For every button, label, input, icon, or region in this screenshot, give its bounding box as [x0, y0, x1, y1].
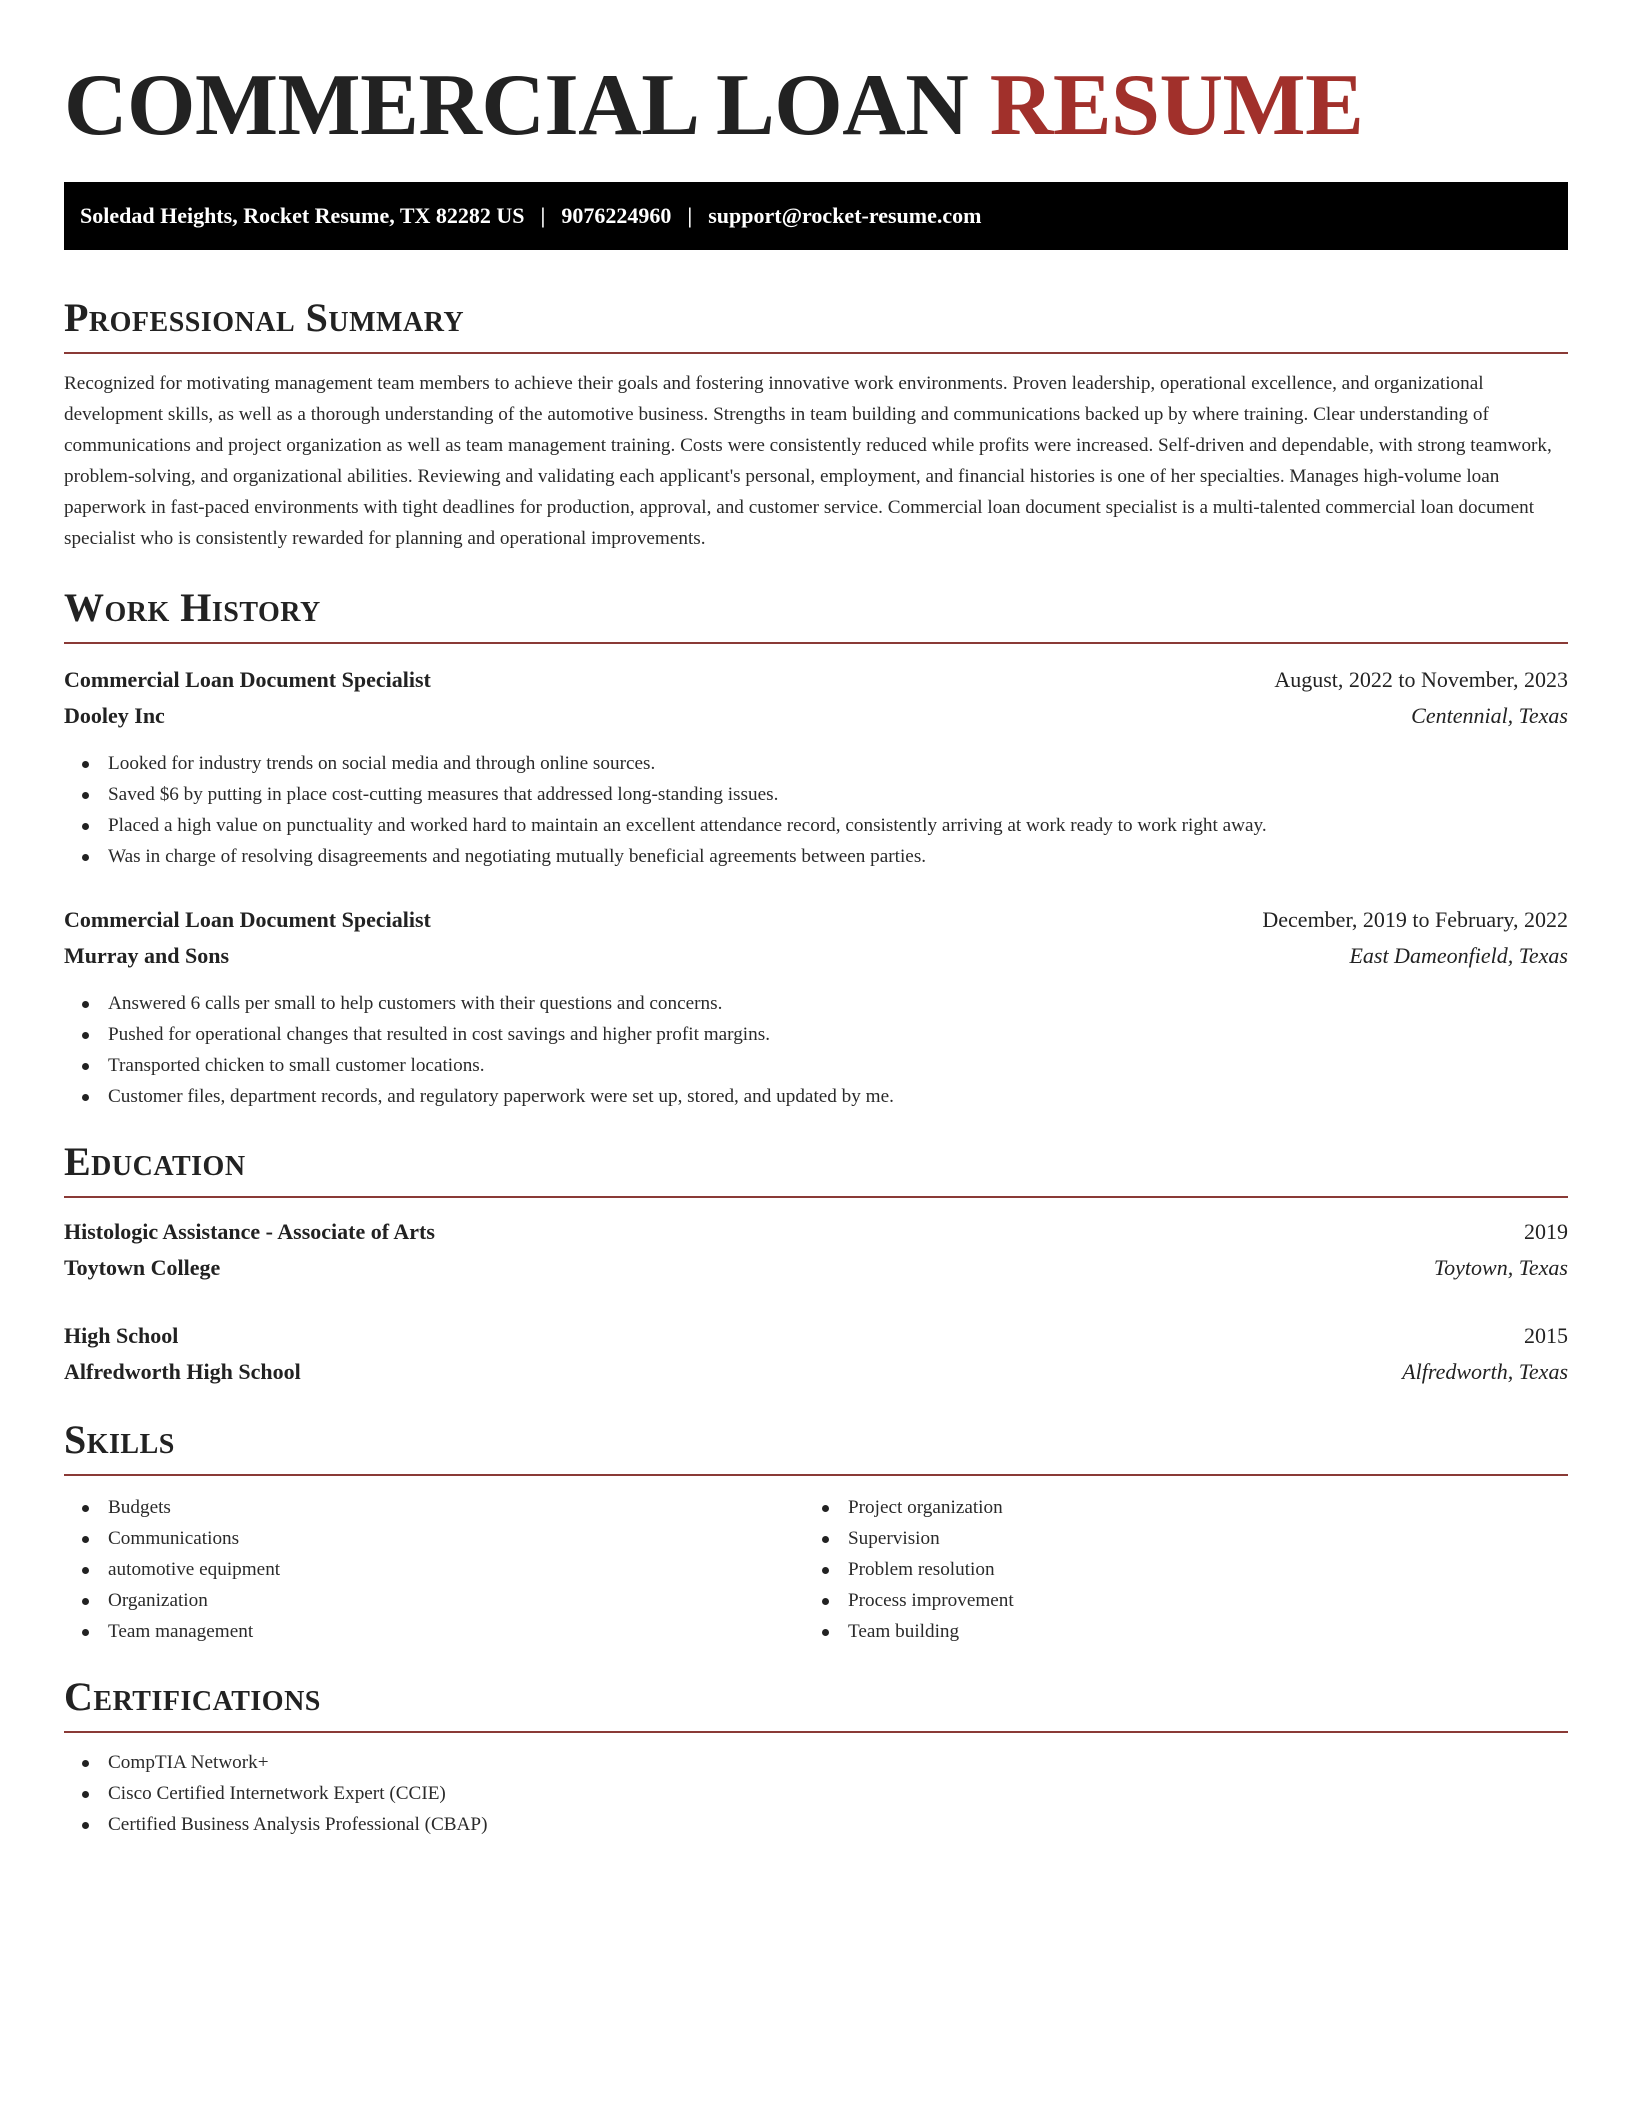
- contact-separator: |: [687, 203, 693, 228]
- job-company: Murray and Sons: [64, 943, 230, 968]
- list-item: Looked for industry trends on social media and through online sources.: [64, 748, 1568, 779]
- work-history-heading: Work History: [64, 588, 1568, 644]
- list-item: Communications: [64, 1523, 804, 1554]
- job-bullets: [64, 748, 1568, 872]
- list-item: Pushed for operational changes that resulted in cost savings and higher profit margins.: [64, 1019, 1568, 1050]
- list-item: Was in charge of resolving disagreements and negotiating mutually beneficial agreements between parties.: [64, 841, 1568, 872]
- education-school: Alfredworth High School: [64, 1359, 301, 1384]
- education-school: Toytown College: [64, 1255, 221, 1280]
- list-item: Cisco Certified Internetwork Expert (CCIE): [64, 1778, 1568, 1809]
- job-entry: [64, 662, 1568, 872]
- list-item: Customer files, department records, and regulatory paperwork were set up, stored, and updated by me.: [64, 1081, 1568, 1112]
- job-bullets: [64, 988, 1568, 1112]
- list-item: CompTIA Network+: [64, 1747, 1568, 1778]
- list-item: automotive equipment: [64, 1554, 804, 1585]
- skills-grid: [64, 1492, 1568, 1647]
- list-item: Transported chicken to small customer locations.: [64, 1050, 1568, 1081]
- skills-heading: Skills: [64, 1420, 1568, 1476]
- list-item: Process improvement: [804, 1585, 1544, 1616]
- education-degree: Histologic Assistance - Associate of Arts: [64, 1219, 435, 1244]
- title-accent: RESUME: [989, 57, 1364, 154]
- job-dates: December, 2019 to February, 2022: [1262, 907, 1568, 932]
- job-dates: August, 2022 to November, 2023: [1274, 667, 1568, 692]
- certifications-heading: Certifications: [64, 1677, 1568, 1733]
- list-item: Project organization: [804, 1492, 1544, 1523]
- contact-bar: [64, 182, 1568, 250]
- list-item: Team management: [64, 1616, 804, 1647]
- education-location: Toytown, Texas: [1433, 1255, 1568, 1280]
- contact-address: Soledad Heights, Rocket Resume, TX 82282 US: [80, 203, 525, 228]
- contact-separator: |: [540, 203, 546, 228]
- contact-phone: 9076224960: [561, 203, 672, 228]
- list-item: Saved $6 by putting in place cost-cutting measures that addressed long-standing issues.: [64, 779, 1568, 810]
- education-entry: [64, 1318, 1568, 1390]
- list-item: Answered 6 calls per small to help customers with their questions and concerns.: [64, 988, 1568, 1019]
- list-item: Certified Business Analysis Professional (CBAP): [64, 1809, 1568, 1840]
- summary-text: Recognized for motivating management team members to achieve their goals and fostering innovative work environments. Proven leadership, operational excellence, and organizational development skills, as well as a thorough understanding of the automotive business. Strengths in team building and communications backed up by where training. Clear understanding of communications and project organization as well as team management training. Costs were consistently reduced while profits were increased. Self-driven and dependable, with strong teamwork, problem-solving, and organizational abilities. Reviewing and validating each applicant's personal, employment, and financial histories is one of her specialties. Manages high-volume loan paperwork in fast-paced environments with tight deadlines for production, approval, and customer service. Commercial loan document specialist is a multi-talented commercial loan document specialist who is consistently rewarded for planning and operational improvements.: [64, 373, 1552, 549]
- education-year: 2015: [1524, 1323, 1568, 1348]
- education-location: Alfredworth, Texas: [1402, 1359, 1568, 1384]
- education-degree: High School: [64, 1323, 179, 1348]
- job-title: Commercial Loan Document Specialist: [64, 667, 431, 692]
- job-title: Commercial Loan Document Specialist: [64, 907, 431, 932]
- education-heading: Education: [64, 1142, 1568, 1198]
- list-item: Placed a high value on punctuality and worked hard to maintain an excellent attendance record, consistently arriving at work ready to work right away.: [64, 810, 1568, 841]
- education-year: 2019: [1524, 1219, 1568, 1244]
- certifications-list: [64, 1747, 1568, 1840]
- job-company: Dooley Inc: [64, 703, 165, 728]
- summary-heading: Professional Summary: [64, 298, 1568, 354]
- skills-list-left: [64, 1492, 804, 1647]
- list-item: Organization: [64, 1585, 804, 1616]
- job-location: East Dameonfield, Texas: [1349, 943, 1568, 968]
- resume-title: [64, 57, 1568, 154]
- title-main: COMMERCIAL LOAN: [64, 57, 969, 154]
- job-entry: [64, 902, 1568, 1112]
- job-location: Centennial, Texas: [1411, 703, 1568, 728]
- contact-email: support@rocket-resume.com: [708, 203, 982, 228]
- list-item: Supervision: [804, 1523, 1544, 1554]
- list-item: Team building: [804, 1616, 1544, 1647]
- list-item: Problem resolution: [804, 1554, 1544, 1585]
- skills-list-right: [804, 1492, 1544, 1647]
- education-entry: [64, 1214, 1568, 1286]
- list-item: Budgets: [64, 1492, 804, 1523]
